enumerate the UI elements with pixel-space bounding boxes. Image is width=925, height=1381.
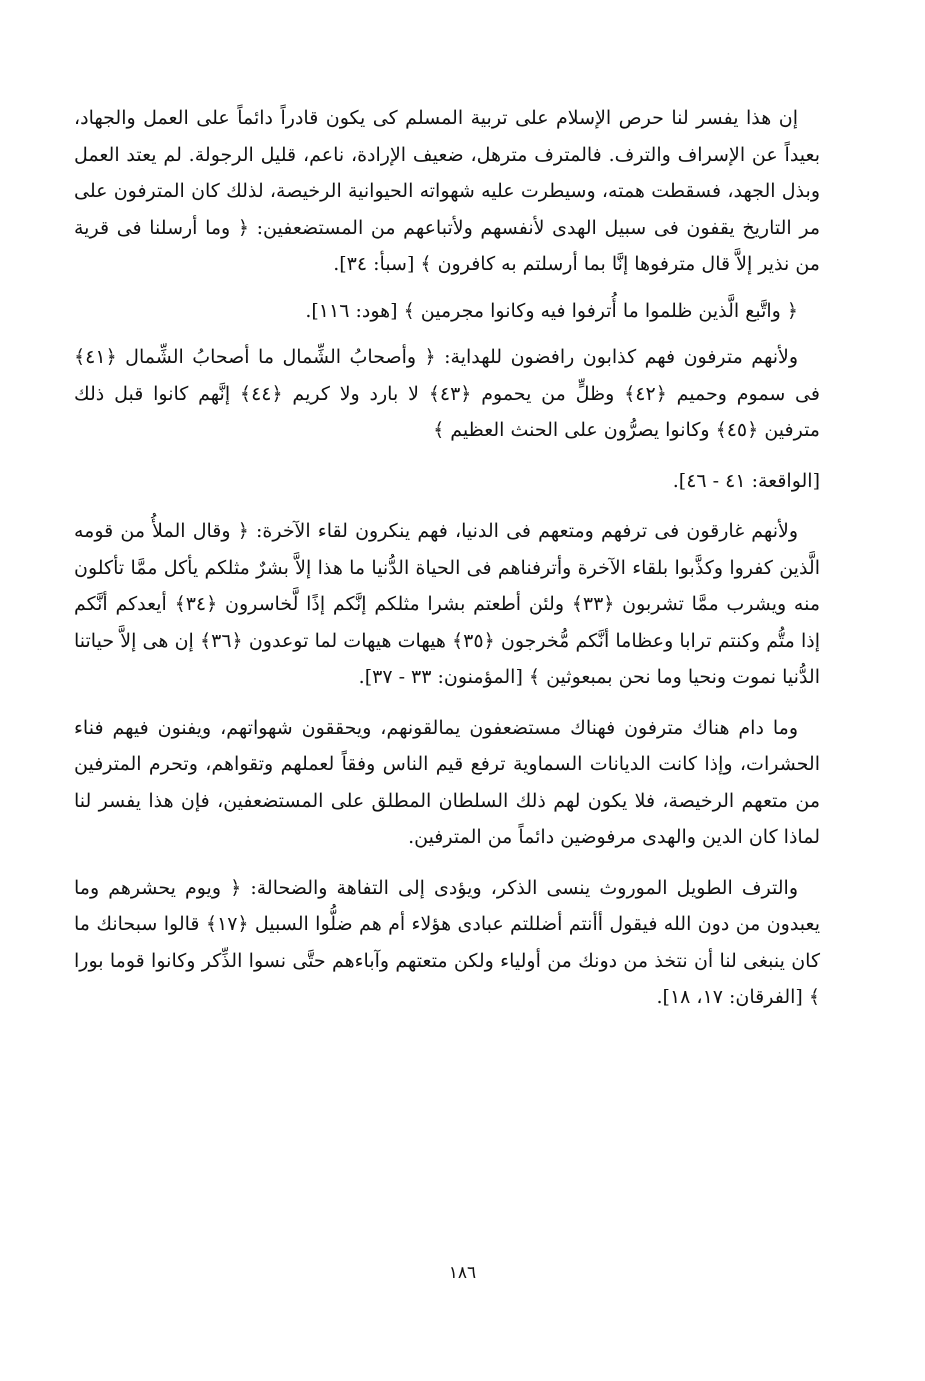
paragraph-waqiah-verse: ولأنهم مترفون فهم كذابون رافضون للهداية: ﴿ وأصحابُ الشِّمال ما أصحابُ الشِّمال ﴿٤١﴾ فى سموم وحميم ﴿٤٢﴾ وظلٍّ من يحموم ﴿٤٣﴾ لا بارد ولا كريم ﴿٤٤﴾ إنَّهم كانوا قبل ذلك مترفين ﴿٤٥﴾ وكانوا يصرُّون على الحنث العظيم ﴾	[74, 346, 820, 441]
paragraph-waqiah-reference: [الواقعة: ٤١ - ٤٦].	[672, 469, 820, 492]
paragraph-hud-verse: ﴿ واتَّبع الَّذين ظلموا ما أُترفوا فيه وكانوا مجرمين ﴾ [هود: ١١٦].	[305, 299, 798, 322]
paragraph-luxury-intro: إن هذا يفسر لنا حرص الإسلام على تربية المسلم كى يكون قادراً دائماً على العمل والجهاد، بعيداً عن الإسراف والترف. فالمترف مترهل، ضعيف الإرادة، ناعم، قليل الرجولة. لم يعتد العمل وبذل الجهد، فسقطت همته، وسيطرت عليه شهواته الحيوانية الرخيصة، لذلك كان المترفون على مر التاريخ يقفون فى سبيل الهدى لأنفسهم ولأتباعهم من المستضعفين: ﴿ وما أرسلنا فى قرية من نذير إلاَّ قال مترفوها إنَّا بما أرسلتم به كافرون ﴾ [سبأ: ٣٤].	[74, 107, 820, 275]
paragraph-oppressed: وما دام هناك مترفون فهناك مستضعفون يمالقونهم، ويحققون شهواتهم، ويفنون فيهم فناء الحشرات، وإذا كانت الديانات السماوية ترفع قيم الناس وفقاً لعملهم وتقواهم، وتحرم المترفين من متعهم الرخيصة، فلا يكون لهم ذلك السلطان المطلق على المستضعفين، فإن هذا يفسر لنا لماذا كان الدين والهدى مرفوضين دائماً من المترفين.	[74, 716, 820, 848]
page-body	[74, 100, 820, 1016]
paragraph-muminun-verse: ولأنهم غارقون فى ترفهم ومتعهم فى الدنيا، فهم ينكرون لقاء الآخرة: ﴿ وقال الملأُ من قومه الَّذين كفروا وكذَّبوا بلقاء الآخرة وأترفناهم فى الحياة الدُّنيا ما هذا إلاَّ بشرٌ مثلكم يأكل ممَّا تأكلون منه ويشرب ممَّا تشربون ﴿٣٣﴾ ولئن أطعتم بشرا مثلكم إنَّكم إذًا لَّخاسرون ﴿٣٤﴾ أيعدكم أنَّكم إذا متُّم وكنتم ترابا وعظاما أنَّكم مُّخرجون ﴿٣٥﴾ هيهات هيهات لما توعدون ﴿٣٦﴾ إن هى إلاَّ حياتنا الدُّنيا نموت ونحيا وما نحن بمبعوثين ﴾ [المؤمنون: ٣٣ - ٣٧].	[74, 520, 820, 688]
page-number: ١٨٦	[448, 1263, 477, 1283]
paragraph-furqan-verse: والترف الطويل الموروث ينسى الذكر، ويؤدى إلى التفاهة والضحالة: ﴿ ويوم يحشرهم وما يعبدون من دون الله فيقول أأنتم أضللتم عبادى هؤلاء أم هم ضلُّوا السبيل ﴿١٧﴾ قالوا سبحانك ما كان ينبغى لنا أن نتخذ من دونك من أولياء ولكن متعتهم وآباءهم حتَّى نسوا الذِّكر وكانوا قوما بورا ﴾ [الفرقان: ١٧، ١٨].	[74, 876, 820, 1008]
